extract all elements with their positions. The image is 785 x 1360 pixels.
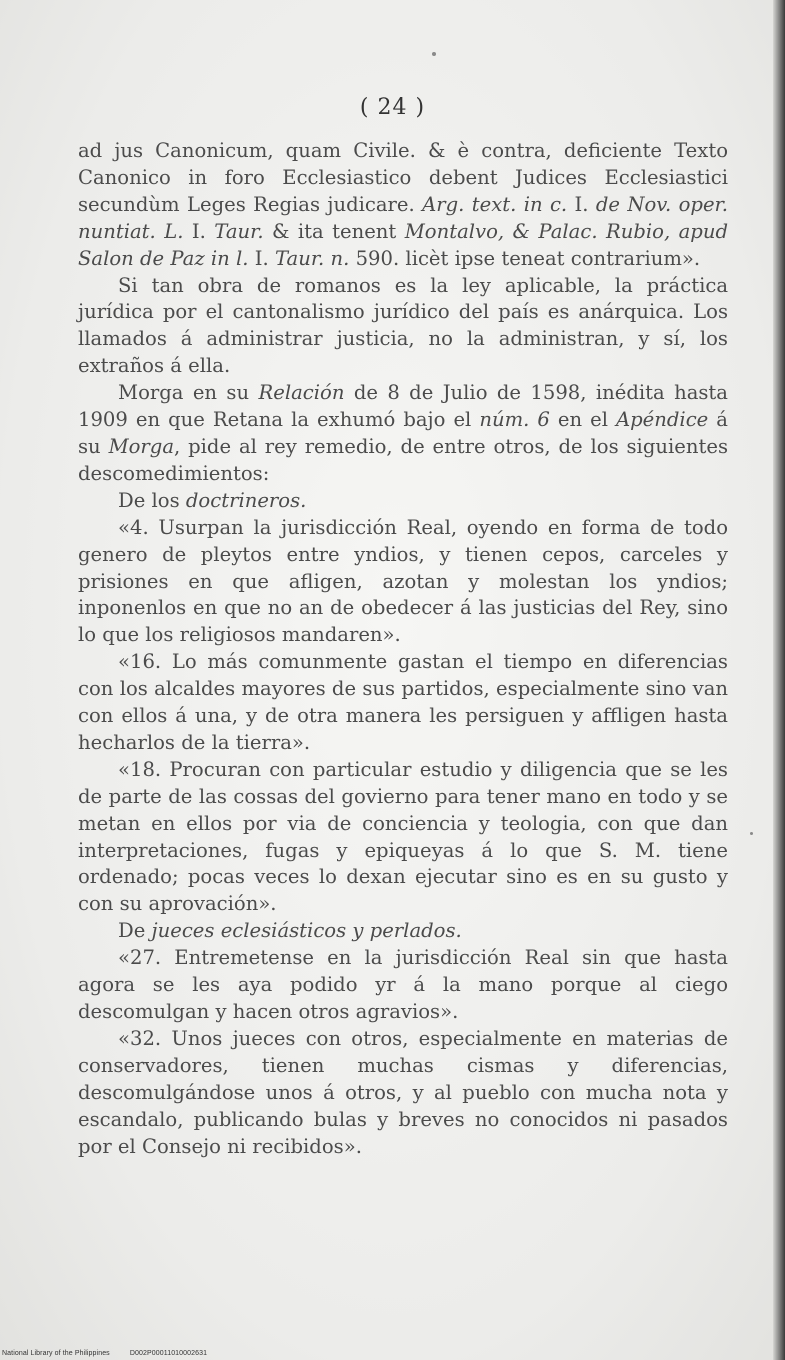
text-segment: I. [183,219,215,243]
text-segment: De [118,919,152,943]
scan-footer [2,1350,225,1357]
page-edge-shadow [773,0,785,1360]
italic-text: jueces eclesiásticos y perlados. [151,919,462,943]
italic-text: Montalvo, & Palac. Rubio, apud Salon de Paz in l. [78,219,728,270]
text-segment: á su [78,408,728,458]
text-segment: I. [248,246,275,270]
page-number: ( 24 ) [359,95,426,120]
text-segment: , pide al rey remedio, de entre otros, de los siguientes descomedimientos: [78,434,728,485]
text-segment: Morga en su [118,381,259,405]
text-segment: 590. licèt ipse teneat contrarium». [349,246,701,270]
text-segment: Si tan obra de romanos es la ley aplicable, la práctica jurídica por el cantonalismo jurídico del país es anárquica. Los llamados á administrar justicia, no la administran, y sí, los extraños á ella. [78,273,728,378]
text-segment: ad jus Canonicum, quam Civile. & è contra, deficiente Texto Canonico in foro Ecclesiastico debent Judices Ecclesiastici secundùm Leges Regias judicare. [78,139,728,216]
paragraph-p1 [78,138,728,273]
paragraph-p9 [78,945,728,1026]
paragraph-p6 [78,649,728,757]
italic-text: núm. 6 [479,408,550,432]
text-segment: I. [567,192,596,216]
text-segment: «27. Entremetense en la jurisdicción Real sin que hasta agora se les aya podido yr á la mano porque al ciego descomulgan y hacen otros agravios». [78,946,728,1023]
italic-text: doctrineros. [185,488,307,512]
text-segment: «16. Lo más comunmente gastan el tiempo en diferencias con los alcaldes mayores de sus partidos, especialmente sino van con ellos á una, y de otra manera les persiguen y affligen hasta hecharlos de la tierra». [78,650,728,754]
paragraph-p2 [78,273,728,381]
italic-text: Morga [108,434,175,458]
paragraph-p4 [78,488,728,515]
text-segment: de 8 de Julio de 1598, inédita hasta 1909 en que Retana la exhumó bajo el [78,381,728,432]
text-segment: «32. Unos jueces con otros, especialmente en materias de conservadores, tienen muchas cismas y diferencias, descomulgándose unos á otros, y al pueblo con mucha nota y escandalo, publicando bulas y breves no conocidos ni pasados por el Consejo ni recibidos». [78,1026,728,1158]
paragraph-p3 [78,380,728,488]
paragraph-p10 [78,1026,728,1161]
footer-code: D002P00011010002631 [129,1350,208,1357]
italic-text: Relación [258,381,345,405]
paragraph-p7 [78,757,728,918]
body-text [78,138,728,1160]
scan-speck [432,52,436,56]
paragraph-p8 [78,918,728,945]
text-segment: en el [549,408,616,432]
footer-library: National Library of the Philippines [2,1350,110,1357]
italic-text: Apéndice [615,408,709,432]
text-segment: «4. Usurpan la jurisdicción Real, oyendo en forma de todo genero de pleytos entre yndios, y tienen cepos, carceles y prisiones en que afligen, azotan y molestan los yndios; inponenlos en que no an de obedecer á las justicias del Rey, sino lo que los religiosos mandaren». [78,515,728,647]
text-segment: «18. Procuran con particular estudio y diligencia que se les de parte de las cossas del govierno para tener mano en todo y se metan en ellos por via de conciencia y teologia, con que dan interpretaciones, fugas y epiqueyas á lo que S. M. tiene ordenado; pocas veces lo dexan ejecutar sino es en su gusto y con su aprovación». [78,757,728,916]
italic-text: de Nov. oper. nuntiat. L. [78,192,729,243]
text-segment: De los [118,488,186,512]
text-segment: & ita tenent [263,219,405,243]
italic-text: Arg. text. in c. [422,192,568,216]
scan-speck [750,832,753,835]
italic-text: Taur. [214,219,264,243]
paragraph-p5 [78,515,728,650]
italic-text: Taur. n. [274,246,350,270]
